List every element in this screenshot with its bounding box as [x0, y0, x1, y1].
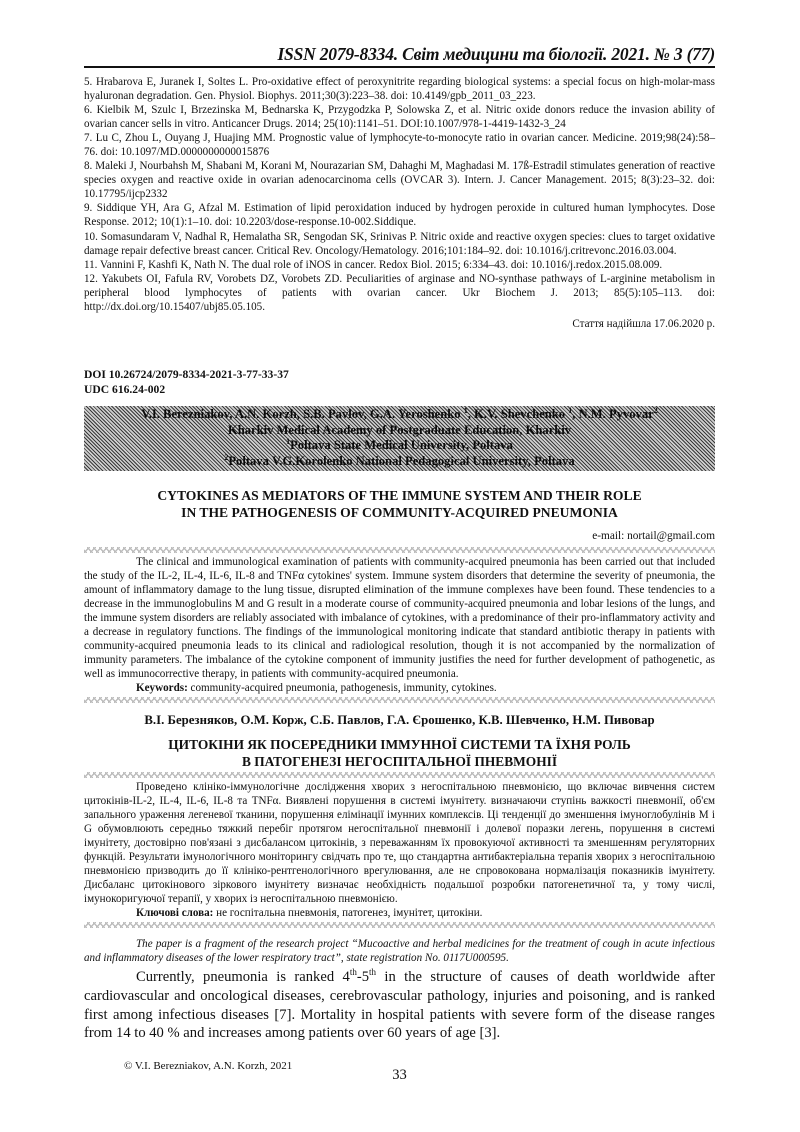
- affiliation-sup: 1: [568, 405, 573, 415]
- article-title-en: [84, 487, 715, 521]
- reference-item: 7. Lu C, Zhou L, Ouyang J, Huajing MM. Prognostic value of lymphocyte-to-monocyte ratio in ovarian cancer. Medicine. 2019;98(24):58–76. doi: 10.1097/MD.0000000000015876: [84, 132, 715, 159]
- reference-item: 12. Yakubets OI, Fafula RV, Vorobets DZ, Vorobets ZD. Peculiarities of arginase and NO-synthase pathways of L-arginine metabolism in peripheral blood lymphocytes of patients with ovarian cancer. Ukr Biochem J. 2013; 85(5):105–113. doi: http://dx.doi.org/10.15407/ubj85.05.105.: [84, 272, 715, 313]
- affiliation: [84, 454, 715, 470]
- affiliation-sup: 2: [224, 452, 229, 462]
- reference-item: 6. Kielbik M, Szulc I, Brzezinska M, Bednarska K, Przygodzka P, Solowska Z, et al. Nitric oxide donors reduce the invasion ability of ovarian cancer sells in vitro. Anticancer Drugs. 2014; 25(10):1141–51. DOI:10.1007/978-1-4419-1432-3_24: [84, 104, 715, 131]
- funding-note: [84, 937, 715, 965]
- page-number: 33: [392, 1067, 407, 1083]
- body-paragraph: [84, 968, 715, 1043]
- body-text: [84, 968, 715, 1043]
- affiliation-sup: 2: [653, 405, 658, 415]
- affiliation-sup: 1: [286, 436, 291, 446]
- keywords-ua: [84, 906, 715, 920]
- wavy-divider: [84, 547, 715, 553]
- article-title-ua: [84, 737, 715, 770]
- wavy-divider: [84, 697, 715, 703]
- authors-line: [84, 407, 715, 423]
- keywords-label: Keywords:: [136, 682, 188, 695]
- authors-text: , N.M. Pyvovar: [572, 407, 654, 421]
- title-line: CYTOKINES AS MEDIATORS OF THE IMMUNE SYSTEM AND THEIR ROLE: [157, 488, 642, 503]
- authors-affiliations-box: [84, 406, 715, 471]
- authors-ua: В.І. Березняков, О.М. Корж, С.Б. Павлов, Г.А. Єрошенко, К.В. Шевченко, Н.М. Пивовар: [144, 713, 655, 727]
- wavy-divider: [84, 922, 715, 928]
- reference-item: 5. Hrabarova E, Juranek I, Soltes L. Pro-oxidative effect of peroxynitrite regarding biological systems: a special focus on high-molar-mass hyaluronan degradation. Gen. Physiol. Biophys. 2011;30(3):223–38. doi: 10.4149/gpb_2011_03_223.: [84, 76, 715, 103]
- reference-item: 10. Somasundaram V, Nadhal R, Hemalatha SR, Sengodan SK, Srinivas P. Nitric oxide and reactive oxygen species: clues to target oxidative damage repair defective breast cancer. Critical Rev. Oncology/Hematology. 2016;101:184–92. doi: 10.1016/j.critrevonc.2016.03.004.: [84, 230, 715, 257]
- header-rule: [84, 66, 715, 68]
- affiliation: [84, 438, 715, 454]
- body-text-span: Currently, pneumonia is ranked 4: [136, 969, 350, 985]
- ordinal-sup: th: [349, 967, 357, 978]
- abstract-en: [84, 555, 715, 695]
- contact-email: e-mail: nortail@gmail.com: [592, 530, 715, 542]
- reference-item: 9. Siddique YH, Ara G, Afzal M. Estimation of lipid peroxidation induced by hydrogen peroxide in cultured human lymphocytes. Dose Response. 2012; 10(1):1–10. doi: 10.2203/dose-response.10-002.Siddique.: [84, 202, 715, 229]
- keywords-text: community-acquired pneumonia, pathogenesis, immunity, cytokines.: [187, 682, 497, 695]
- keywords-text: не госпітальна пневмонія, патогенез, імунітет, цитокіни.: [213, 907, 483, 920]
- title-line: В ПАТОГЕНЕЗІ НЕГОСПІТАЛЬНОЇ ПНЕВМОНІЇ: [241, 753, 558, 769]
- keywords-en: [84, 681, 715, 695]
- udc: UDC 616.24-002: [84, 383, 166, 396]
- affiliation-text: Poltava State Medical University, Poltava: [290, 438, 513, 452]
- title-line: ЦИТОКІНИ ЯК ПОСЕРЕДНИКИ ІММУННОЇ СИСТЕМИ ТА ЇХНЯ РОЛЬ: [168, 737, 631, 752]
- body-text-span: in the structure of causes of death worldwide after cardiovascular and oncological diseases, cerebrovascular pathology, injuries and poisoning, and is ranked first among infectious diseases [7]. Mortality in hospital patients with severe form of the disease ranges from 14 to 40 % and increases among patients over 60 years of age [3].: [84, 969, 715, 1042]
- authors-text: V.I. Berezniakov, A.N. Korzh, S.B. Pavlov, G.A. Yeroshenko: [141, 407, 464, 421]
- body-text-span: -5: [356, 969, 369, 985]
- affiliation-text: Kharkiv Medical Academy of Postgraduate Education, Kharkiv: [227, 422, 572, 437]
- authors-text: , K.V. Shevchenko: [467, 407, 569, 421]
- abstract-text: The clinical and immunological examination of patients with community-acquired pneumonia has been carried out that included the study of the IL-2, IL-4, IL-6, IL-8 and TNFα cytokines' system. Immune system disorders that determine the severity of pneumonia, the amount of inflammatory damage to the lung tissue, disrupted elimination of the immune complexes have been found. These tendencies to a decrease in the immunoglobulins M and G result in a moderate course of community-acquired pneumonia and lobar lesions of the lungs, and the immune system disorders are reliably associated with imbalance of cytokines, with a predominance of their pro-inflammatory activity and a decrease in regulatory functions. The findings of the immunological monitoring indicate that standard antibiotic therapy in patients with community-acquired pneumonia leads to its clinical and radiological resolution, though it is not accompanied by the normalization of immunity parameters. The imbalance of the cytokine component of immunity justifies the need for further development of pathogenetic, as well as immunocorrective therapy, in patients with community-acquired pneumonia.: [84, 556, 715, 681]
- title-line: IN THE PATHOGENESIS OF COMMUNITY-ACQUIRED PNEUMONIA: [181, 505, 618, 520]
- wavy-divider: [84, 772, 715, 778]
- keywords-label: Ключові слова:: [136, 907, 214, 920]
- reference-list: [84, 75, 715, 314]
- reference-item: 11. Vannini F, Kashfi K, Nath N. The dual role of iNOS in cancer. Redox Biol. 2015; 6:334–43. doi: 10.1016/j.redox.2015.08.009.: [84, 258, 663, 271]
- abstract-ua: [84, 780, 715, 920]
- abstract-text: Проведено клініко-іммунологічне дослідження хворих з негоспітальною пневмонією, що включає вивчення систем цитокінів-IL-2, IL-4, IL-6, IL-8 та TNFα. Виявлені порушення в системі імунітету. визначаючи ступінь важкості пневмонії, об'єм запального ураження легеневої тканини, порушення елімінації імунних комплексів. Ці тенденції до зменшення імуноглобулінів M і G обумовлюють середньо тяжкий перебіг протягом негоспітальної пневмонії і долевої поразки легень, порушення в системі імунітету, достовірно пов'язані з дисбалансом цитокінів, з переважанням їх провокуючої активності та зменшенням регуляторних функцій. Результати імунологічного моніторингу свідчать про те, що стандартна антибактеріальна терапія хворих з негоспітальною пневмонією призводить до її клініко-рентгенологічного врегулювання, але не спровокована нормалізація показників імунітету. Дисбаланс цитокінового зіркового імунітету визначає необхідність подальшої розробки патогенетичної та, у тому числі, імунокоригуючої терапії, у хворих із негоспітальною пневмонією.: [84, 781, 715, 906]
- doi-block: [84, 367, 289, 397]
- received-date: Стаття надійшла 17.06.2020 р.: [572, 318, 715, 330]
- doi: DOI 10.26724/2079-8334-2021-3-77-33-37: [84, 368, 289, 381]
- affiliation: [84, 423, 715, 439]
- affiliation-sup: 1: [463, 405, 468, 415]
- funding-text: The paper is a fragment of the research project “Mucoactive and herbal medicines for the treatment of cough in acute infectious and inflammatory diseases of the lower respiratory tract”, state registration No. 0117U000595.: [84, 938, 715, 965]
- copyright: © V.I. Berezniakov, A.N. Korzh, 2021: [124, 1060, 293, 1072]
- affiliation-text: Poltava V.G.Korolenko National Pedagogical University, Poltava: [228, 453, 575, 468]
- ordinal-sup: th: [369, 967, 377, 978]
- running-head: ISSN 2079-8334. Світ медицини та біології. 2021. № 3 (77): [277, 44, 715, 64]
- reference-item: 8. Maleki J, Nourbahsh M, Shabani M, Korani M, Nourazarian SM, Dahaghi M, Maghadasi M. 17ß-Estradil stimulates generation of reactive species oxygen and reactive oxide in ovarian adenocarcinoma cells (OVCAR 3). Intern. J. Cancer Management. 2015; 8(3):23–32. doi: 10.17795/ijcp2332: [84, 160, 715, 201]
